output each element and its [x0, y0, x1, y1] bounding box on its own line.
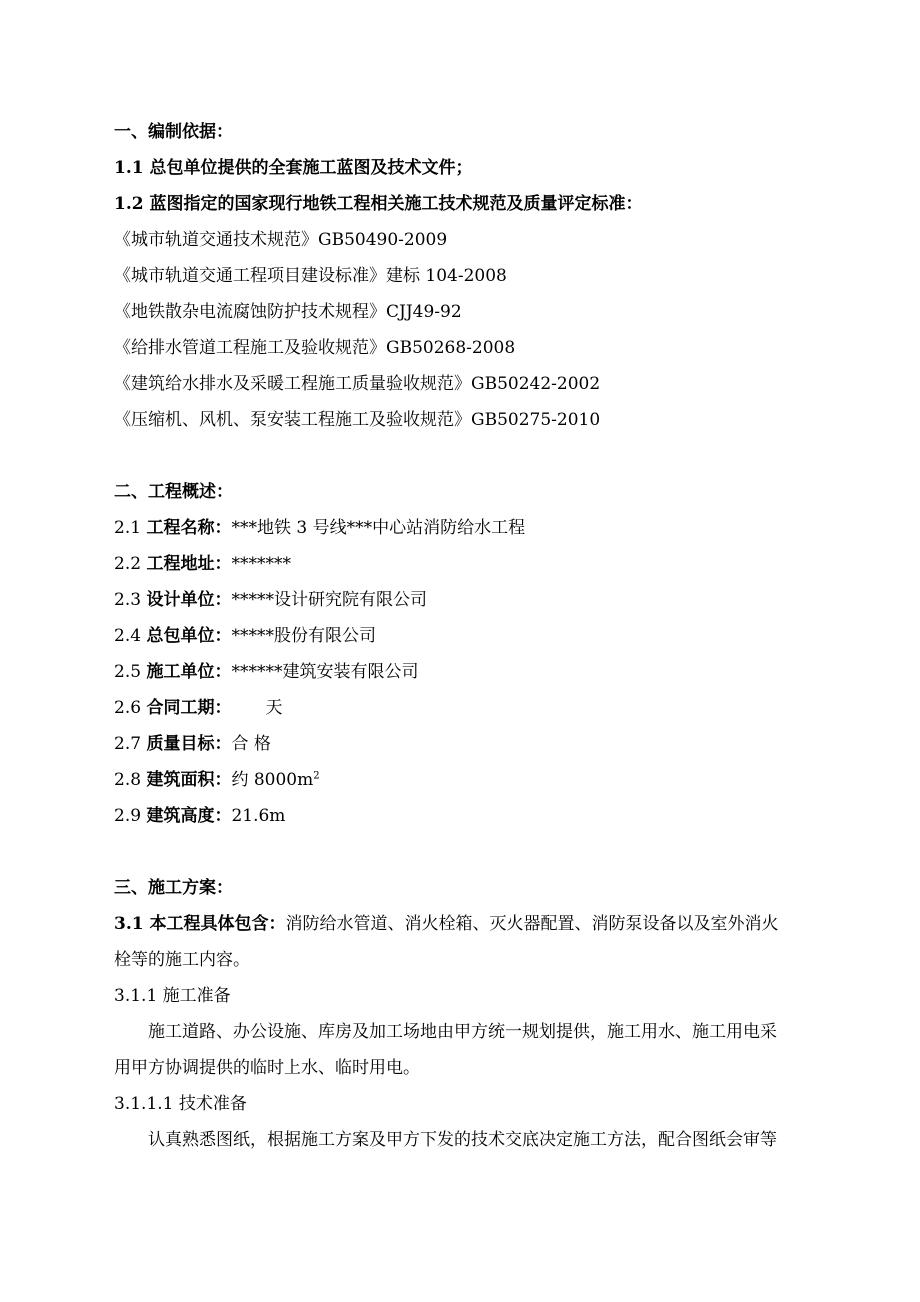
item-number: 2.3: [114, 590, 147, 610]
item-label: 建筑面积：: [146, 770, 232, 790]
item-number: 2.1: [114, 518, 147, 538]
overview-item-contract-period: [114, 690, 830, 726]
item-number: 2.7: [114, 734, 147, 754]
item-number: 2.9: [114, 806, 147, 826]
paragraph-line: 认真熟悉图纸，根据施工方案及甲方下发的技术交底决定施工方法，配合图纸会审等: [148, 1130, 777, 1150]
standard-item: 《城市轨道交通工程项目建设标准》建标 104-2008: [114, 266, 507, 286]
item-label: 质量目标：: [146, 734, 232, 754]
standard-item: 《给排水管道工程施工及验收规范》GB50268-2008: [114, 338, 516, 358]
item-value: 21.6m: [231, 806, 286, 826]
item-label: 工程名称：: [146, 518, 232, 538]
overview-item-project-address: [114, 546, 830, 582]
overview-item-quality-target: [114, 726, 830, 762]
standard-item: 《地铁散杂电流腐蚀防护技术规程》CJJ49-92: [114, 302, 462, 322]
item-number: 2.4: [114, 626, 147, 646]
overview-item-general-contractor: [114, 618, 830, 654]
item-number: 2.6: [114, 698, 147, 718]
item-label: 总包单位：: [146, 626, 232, 646]
subsection-heading-technical: 3.1.1.1 技术准备: [114, 1094, 247, 1114]
document-page: [114, 114, 830, 1158]
section1-item-2: 1.2 蓝图指定的国家现行地铁工程相关施工技术规范及质量评定标准：: [114, 194, 643, 214]
section-spacer: [114, 834, 830, 870]
item-number: 2.8: [114, 770, 147, 790]
item-value: ******建筑安装有限公司: [231, 662, 419, 682]
section-spacer: [114, 438, 830, 474]
item-value: 约 8000m: [231, 770, 314, 790]
item-text: 消防给水管道、消火栓箱、灭火器配置、消防泵设备以及室外消火: [285, 914, 779, 934]
section3-item-1-continued: 栓等的施工内容。: [114, 950, 250, 970]
standard-item: 《压缩机、风机、泵安装工程施工及验收规范》GB50275-2010: [114, 410, 601, 430]
overview-item-construction-unit: [114, 654, 830, 690]
item-label: 3.1 本工程具体包含：: [114, 914, 286, 934]
item-value: 天: [265, 698, 283, 718]
section2-heading: 二、工程概述：: [114, 482, 233, 502]
section3-heading: 三、施工方案：: [114, 878, 233, 898]
item-label: 工程地址：: [146, 554, 232, 574]
item-number: 2.5: [114, 662, 147, 682]
item-number: 2.2: [114, 554, 147, 574]
item-label: 建筑高度：: [146, 806, 232, 826]
item-label: 施工单位：: [146, 662, 232, 682]
item-value: *****股份有限公司: [231, 626, 376, 646]
paragraph-line: 用甲方协调提供的临时上水、临时用电。: [114, 1058, 420, 1078]
paragraph-line: 施工道路、办公设施、库房及加工场地由甲方统一规划提供，施工用水、施工用电采: [148, 1022, 777, 1042]
item-value: *****设计研究院有限公司: [231, 590, 427, 610]
item-label: 设计单位：: [146, 590, 232, 610]
section1-item-1: 1.1 总包单位提供的全套施工蓝图及技术文件；: [114, 158, 473, 178]
overview-item-building-area: [114, 762, 830, 798]
section3-item-1: [114, 906, 830, 942]
item-value: *******: [231, 554, 291, 574]
standard-item: 《建筑给水排水及采暖工程施工质量验收规范》GB50242-2002: [114, 374, 601, 394]
overview-item-building-height: [114, 798, 830, 834]
superscript: 2: [313, 770, 320, 782]
item-value: ***地铁 3 号线***中心站消防给水工程: [231, 518, 526, 538]
item-label: 合同工期：: [146, 698, 232, 718]
item-value: 合 格: [231, 734, 271, 754]
section1-heading: 一、编制依据：: [114, 122, 233, 142]
standard-item: 《城市轨道交通技术规范》GB50490-2009: [114, 230, 448, 250]
overview-item-design-unit: [114, 582, 830, 618]
overview-item-project-name: [114, 510, 830, 546]
subsection-heading-preparation: 3.1.1 施工准备: [114, 986, 231, 1006]
